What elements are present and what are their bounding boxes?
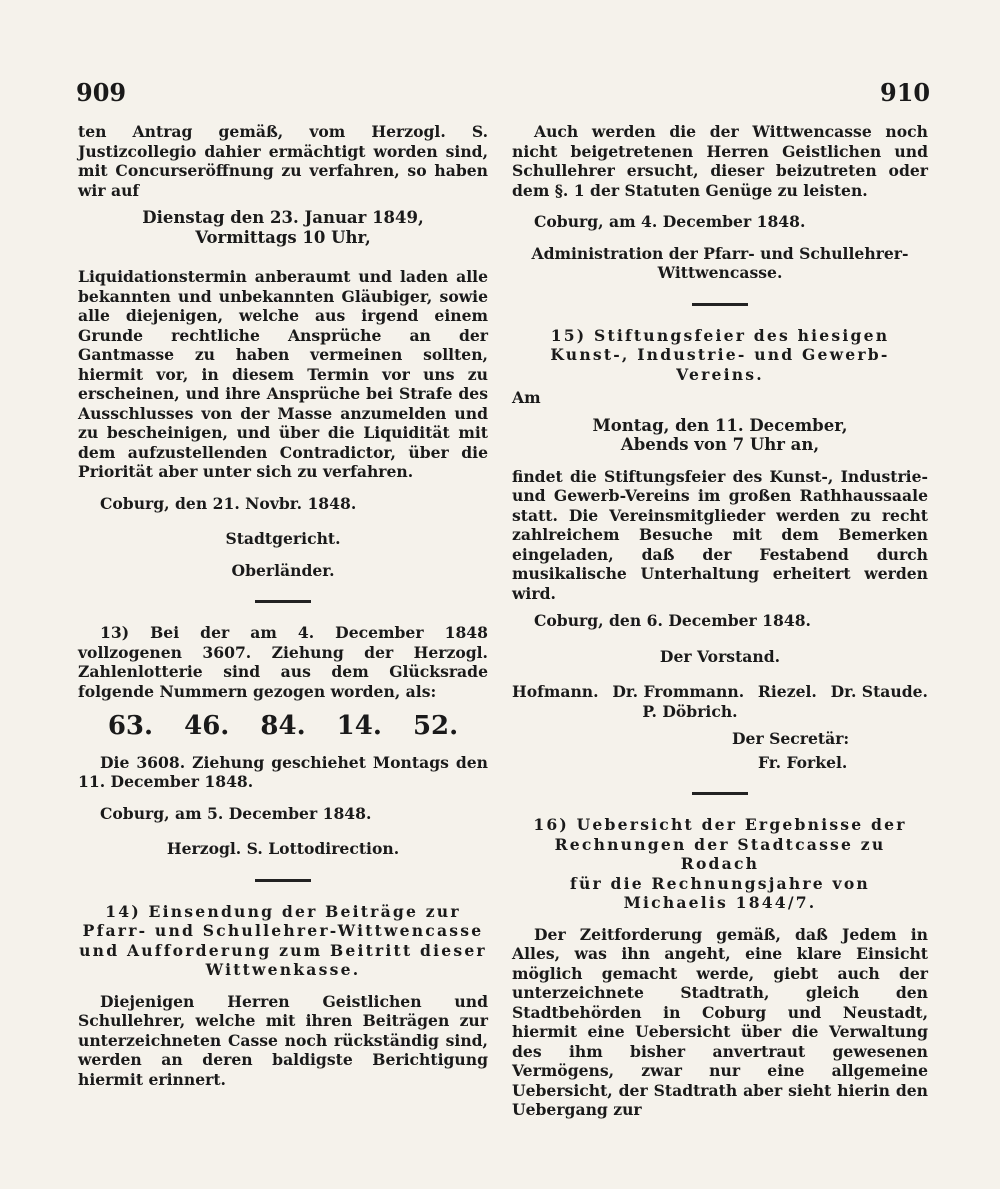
section-16-title-4: Michaelis 1844/7. xyxy=(623,893,817,912)
section-15-place: Coburg, den 6. December 1848. xyxy=(534,611,811,630)
section-15-date-2: Abends von 7 Uhr an, xyxy=(620,435,820,454)
lottery-numbers: 63. 46. 84. 14. 52. xyxy=(107,711,459,741)
section-13-place: Coburg, am 5. December 1848. xyxy=(100,803,372,823)
liquidation-paragraph: Liquidationstermin anberaumt und laden alle bekannten und unbekannten Gläubiger, sowie alle diejenigen, welche aus irgend einem Grunde rechtliche Ansprüche an der Gantmasse zu haben vermeinen sollten, hiermit vor, in diesem Termin vor uns zu erscheinen, und ihre Ansprüche bei Strafe des Ausschlusses von der Masse anzumelden und zu bescheinigen, und über die Liquidität mit dem aufzustellenden Contradictor, über die Priorität aber unter sich zu verfahren. xyxy=(78,267,488,481)
administration-signature: Administration der Pfarr- und Schullehrer-Wittwencasse. xyxy=(531,243,909,282)
date-line-2: Vormittags 10 Uhr, xyxy=(195,227,371,247)
section-14-title: 14) Einsendung der Beiträge zur Pfarr- und Schullehrer-Wittwencasse und Aufforderung zum Beitritt dieser Wittwenkasse. xyxy=(79,901,487,979)
secretary-name: Fr. Forkel. xyxy=(758,752,848,772)
section-16-body: Der Zeitforderung gemäß, daß Jedem in Alles, was ihn angeht, eine klare Einsicht möglich gemacht werde, giebt auch der unterzeichnete Stadtrath, gleich den Stadtbehörden in Coburg und Neustadt, hiermit eine Uebersicht über die Verwaltung des ihm bisher anvertraut gewesenen Vermögens, zwar nur eine allgemeine Uebersicht, der Stadtrath aber sieht hierin den Uebergang zur xyxy=(512,924,928,1119)
signature-staude: Dr. Staude. xyxy=(830,682,928,701)
section-16-title-1: 16) Uebersicht der Ergebnisse der xyxy=(533,815,907,834)
right-place-date: Coburg, am 4. December 1848. xyxy=(534,212,806,231)
next-draw: Die 3608. Ziehung geschiehet Montags den 11. December 1848. xyxy=(78,752,488,791)
authority: Stadtgericht. xyxy=(225,529,341,548)
section-15-am: Am xyxy=(512,388,541,407)
date-line-1: Dienstag den 23. Januar 1849, xyxy=(142,208,424,227)
page-number-right: 910 xyxy=(880,78,931,107)
section-15-authority: Der Vorstand. xyxy=(659,646,781,666)
left-column xyxy=(78,122,488,1089)
section-13-authority: Herzogl. S. Lottodirection. xyxy=(166,839,400,858)
page-number-left: 909 xyxy=(76,78,127,107)
secretary-label: Der Secretär: xyxy=(732,729,850,748)
signature-riezel: Riezel. xyxy=(757,682,817,701)
section-15-title-2: Kunst-, Industrie- und Gewerb-Vereins. xyxy=(550,345,890,384)
signer: Oberländer. xyxy=(231,560,335,580)
continuation-paragraph: Auch werden die der Wittwencasse noch nicht beigetretenen Herren Geistlichen und Schullehrer ersucht, dieser beizutreten oder dem §. 1 der Statuten Genüge zu leisten. xyxy=(512,122,928,200)
signature-hofmann: Hofmann. xyxy=(512,682,599,701)
section-15-date-1: Montag, den 11. December, xyxy=(592,415,848,435)
signature-frommann: Dr. Frommann. xyxy=(612,682,745,701)
section-16-title-2: Rechnungen der Stadtcasse zu Rodach xyxy=(554,834,886,873)
section-13-text: 13) Bei der am 4. December 1848 vollzogenen 3607. Ziehung der Herzogl. Zahlenlotterie sind aus dem Glücksrade folgende Nummern gezogen worden, als: xyxy=(78,623,488,701)
signature-row xyxy=(512,682,928,702)
section-15-title-1: 15) Stiftungsfeier des hiesigen xyxy=(550,325,890,345)
section-16-title-3: für die Rechnungsjahre von xyxy=(570,873,870,893)
signature-doebrich: P. Döbrich. xyxy=(642,701,738,721)
right-column xyxy=(512,122,928,1120)
intro-paragraph: ten Antrag gemäß, vom Herzogl. S. Justizcollegio dahier ermächtigt worden sind, mit Concurseröffnung zu verfahren, so haben wir auf xyxy=(78,122,488,200)
section-14-body: Diejenigen Herren Geistlichen und Schullehrer, welche mit ihren Beiträgen zur unterzeichneten Casse noch rückständig sind, werden an deren baldigste Berichtigung hiermit erinnert. xyxy=(78,991,488,1089)
section-15-body: findet die Stiftungsfeier des Kunst-, Industrie- und Gewerb-Vereins im großen Rathhaussaale statt. Die Vereinsmitglieder werden zu recht zahlreichem Besuche mit dem Bemerken eingeladen, daß der Festabend durch musikalische Unterhaltung erheitert werden wird. xyxy=(512,466,928,603)
place-date: Coburg, den 21. Novbr. 1848. xyxy=(100,493,357,513)
